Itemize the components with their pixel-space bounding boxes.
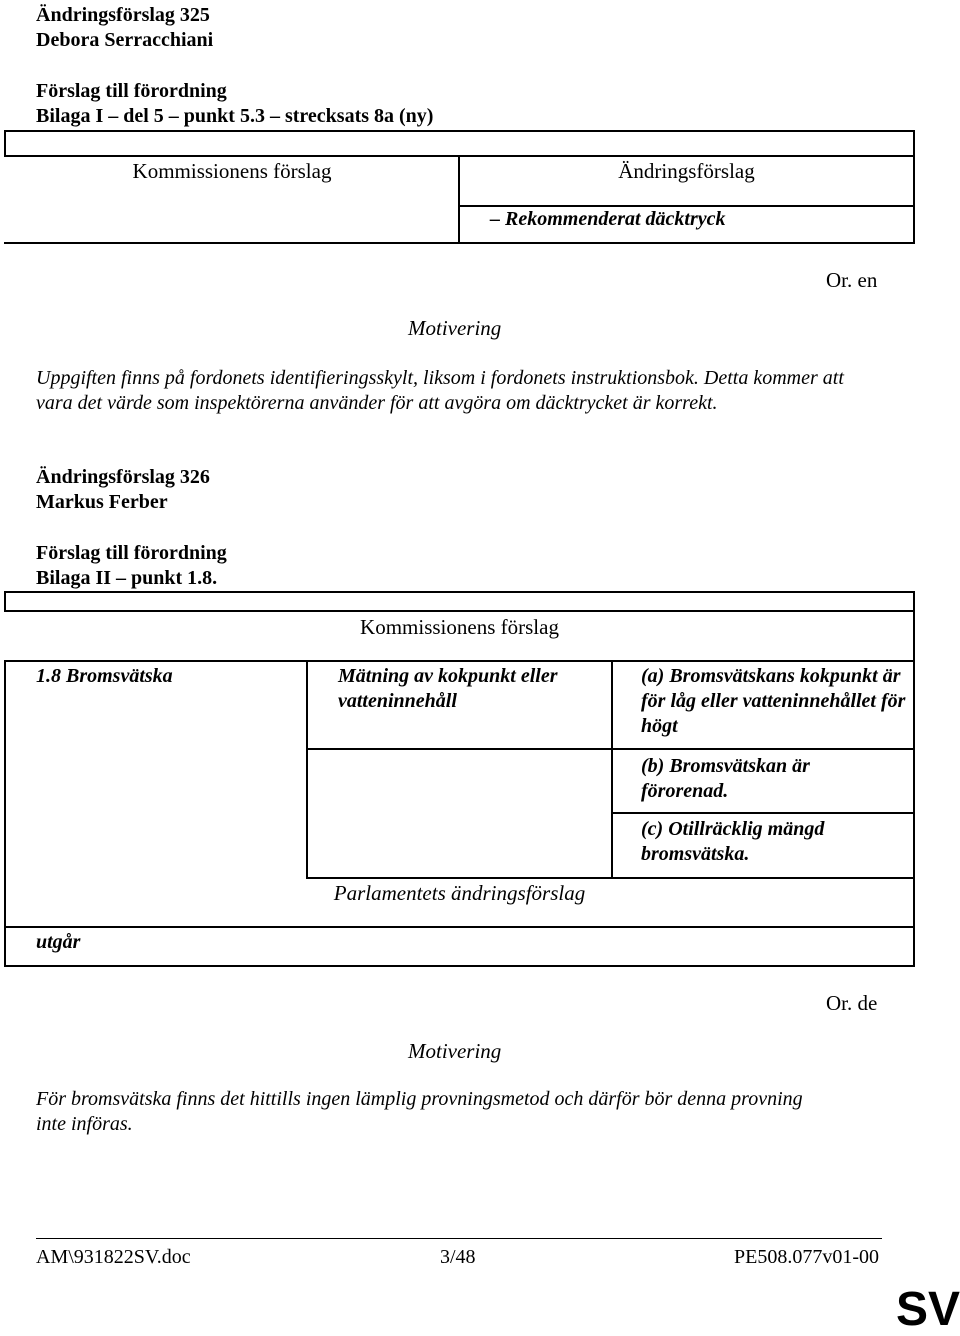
reason-a-cell: (a) Bromsvätskans kokpunkt är för låg eller vatteninnehållet för högt <box>641 665 906 737</box>
amendment-title: Ändringsförslag 326 <box>36 466 210 488</box>
footer-pe-number: PE508.077v01-00 <box>734 1246 879 1268</box>
method-cell: Mätning av kokpunkt eller vatteninnehåll <box>338 665 558 712</box>
column-header-amendment: Ändringsförslag <box>618 159 755 183</box>
item-cell: 1.8 Bromsvätska <box>36 665 173 687</box>
column-header-commission: Kommissionens förslag <box>132 159 332 183</box>
proposal-label: Förslag till förordning <box>36 80 227 102</box>
original-language: Or. de <box>826 991 878 1015</box>
amendment-author: Markus Ferber <box>36 491 168 513</box>
amendment-reference: Bilaga II – punkt 1.8. <box>36 567 218 589</box>
column-header-parliament: Parlamentets ändringsförslag <box>333 881 586 905</box>
deleted-text: utgår <box>36 931 81 953</box>
justification-heading: Motivering <box>408 1039 502 1063</box>
column-header-commission: Kommissionens förslag <box>360 615 559 639</box>
amendment-text: – Rekommenderat däcktryck <box>490 208 726 230</box>
reason-b-cell: (b) Bromsvätskan är förorenad. <box>641 755 810 802</box>
amendment-reference: Bilaga I – del 5 – punkt 5.3 – strecksats 8a (ny) <box>36 105 434 127</box>
proposal-label: Förslag till förordning <box>36 542 227 564</box>
justification-heading: Motivering <box>408 316 502 340</box>
language-code: SV <box>896 1283 960 1336</box>
footer-page-number: 3/48 <box>440 1246 476 1268</box>
justification-text: Uppgiften finns på fordonets identifieringsskylt, liksom i fordonets instruktionsbok. Detta kommer att vara det värde som inspektörerna använder för att avgöra om däcktrycket är korrekt. <box>36 367 844 414</box>
original-language: Or. en <box>826 268 878 292</box>
footer-doc-ref: AM\931822SV.doc <box>36 1246 191 1268</box>
reason-c-cell: (c) Otillräcklig mängd bromsvätska. <box>641 818 825 865</box>
amendment-title: Ändringsförslag 325 <box>36 4 210 26</box>
amendment-author: Debora Serracchiani <box>36 29 214 51</box>
justification-text: För bromsvätska finns det hittills ingen lämplig provningsmetod och därför bör denna provning inte införas. <box>36 1088 803 1135</box>
